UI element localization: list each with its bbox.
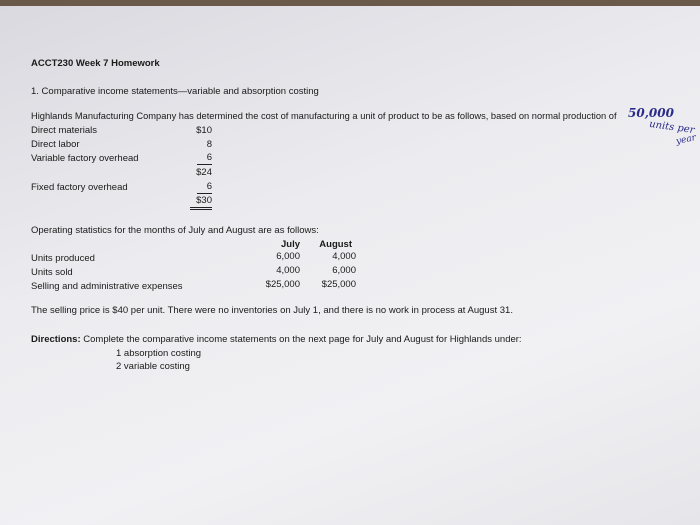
cost-value-direct-materials: $10 — [196, 125, 212, 136]
handwritten-amount: 50,000 — [628, 106, 674, 120]
row-august-selling-admin: $25,000 — [321, 279, 356, 290]
page-title: ACCT230 Week 7 Homework — [31, 58, 160, 69]
cost-value-fixed-overhead: 6 — [197, 181, 212, 194]
directions-label: Directions: — [31, 334, 81, 345]
cost-total: $30 — [190, 195, 212, 210]
col-header-july: July — [280, 239, 300, 250]
cost-value-variable-overhead: 6 — [197, 152, 212, 165]
question-heading: 1. Comparative income statements—variable and absorption costing — [31, 86, 319, 97]
cost-value-direct-labor: 8 — [206, 139, 212, 150]
intro-text: Highlands Manufacturing Company has determined the cost of manufacturing a unit of product to be as follows, based on normal production of — [31, 111, 617, 121]
row-august-units-produced: 4,000 — [332, 251, 356, 262]
cost-label-direct-materials: Direct materials — [31, 125, 97, 136]
handwritten-units-per: units per — [648, 118, 696, 137]
row-label-units-sold: Units sold — [31, 267, 73, 278]
cost-variable-subtotal: $24 — [196, 167, 212, 178]
document-page — [0, 6, 700, 525]
directions-text: Complete the comparative income statements on the next page for July and August for Highlands under: — [83, 334, 522, 345]
cost-label-variable-overhead: Variable factory overhead — [31, 153, 139, 164]
row-july-units-produced: 6,000 — [276, 251, 300, 262]
row-label-units-produced: Units produced — [31, 253, 95, 264]
operating-intro: Operating statistics for the months of July and August are as follows: — [31, 225, 319, 236]
cost-label-fixed-overhead: Fixed factory overhead — [31, 182, 128, 193]
cost-label-direct-labor: Direct labor — [31, 139, 80, 150]
selling-price-note: The selling price is $40 per unit. There were no inventories on July 1, and there is no work in process at August 31. — [31, 305, 513, 316]
row-july-units-sold: 4,000 — [276, 265, 300, 276]
row-label-selling-admin: Selling and administrative expenses — [31, 281, 183, 292]
col-header-august: August — [319, 239, 352, 250]
row-july-selling-admin: $25,000 — [265, 279, 300, 290]
row-august-units-sold: 6,000 — [332, 265, 356, 276]
directions-item-absorption: 1 absorption costing — [116, 348, 202, 359]
handwritten-year: year — [675, 133, 697, 147]
directions-item-variable: 2 variable costing — [116, 361, 190, 372]
